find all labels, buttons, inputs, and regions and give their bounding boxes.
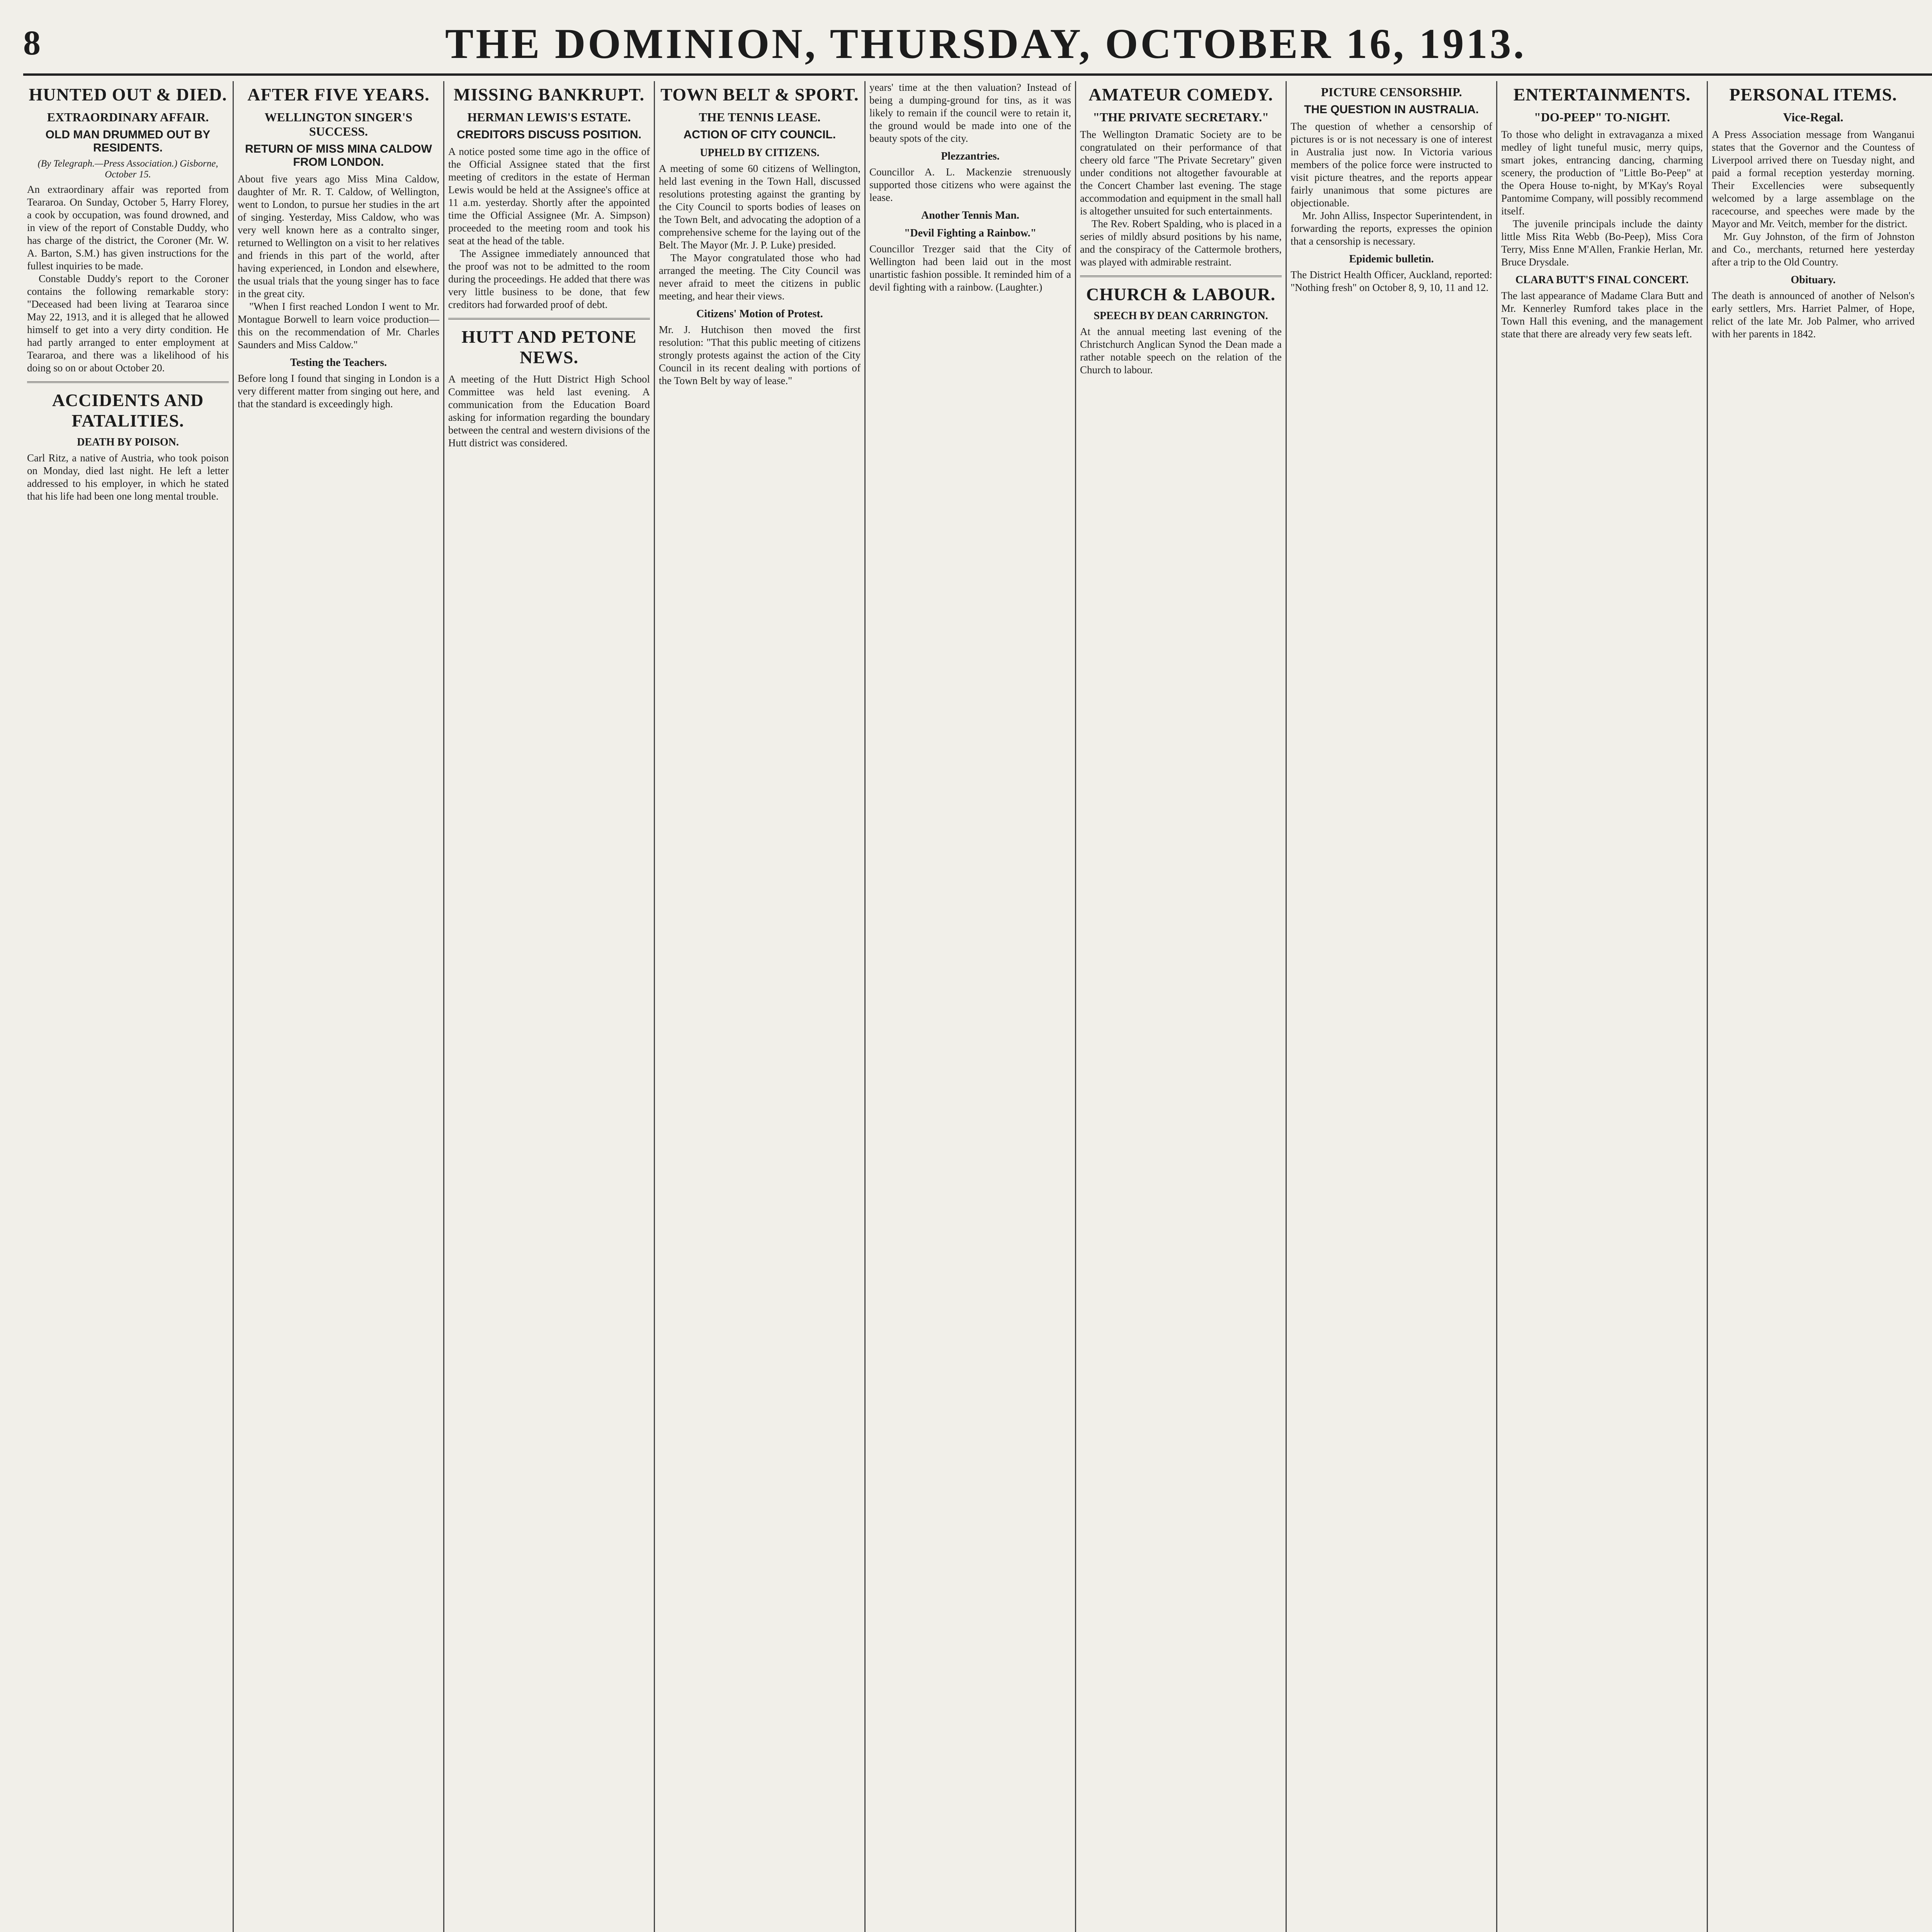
article-paragraph: Mr. Guy Johnston, of the firm of Johnston and Co., merchants, returned here yesterday after a trip to the Old Country. [1712, 231, 1915, 268]
article-paragraph: The Wellington Dramatic Society are to be congratulated on their performance of that cheery old farce "The Private Secretary" given under conditions not altogether favourable at the Concert Chamber last evening. The stage accommodation and equipment in the small hall is altogether unsuited for such entertainments. [1080, 129, 1282, 217]
subhead: ACTION OF CITY COUNCIL. [683, 128, 836, 141]
article-paragraph: At the annual meeting last evening of the Christchurch Anglican Synod the Dean made a rather notable speech on the relation of the Church to labour. [1080, 326, 1282, 376]
article-paragraph: A notice posted some time ago in the office of the Official Assignee stated that the first meeting of creditors in the estate of Herman Lewis would be held at the Assignee's office at 11 a.m. yesterday. Shortly after the appointed time the Official Assignee (Mr. A. Simpson) proceeded to the meeting room and took his seat at the head of the table. [448, 146, 650, 247]
deck: WELLINGTON SINGER'S SUCCESS. [264, 110, 413, 138]
article-paragraph: The Assignee immediately announced that the proof was not to be admitted to the room during the proceedings. He added that there was very little business to be done, that few creditors had forwarded proof of debt. [448, 248, 650, 310]
headline: HUNTED OUT & DIED. [29, 85, 227, 104]
article-paragraph: Mr. John Alliss, Inspector Superintendent, in forwarding the reports, expresses the opinion that a censorship is necessary. [1291, 210, 1492, 247]
section-headline: ACCIDENTS AND FATALITIES. [52, 390, 204, 430]
headline: AMATEUR COMEDY. [1088, 85, 1273, 104]
subhead: OLD MAN DRUMMED OUT BY RESIDENTS. [45, 128, 211, 154]
article-paragraph: The death is announced of another of Nelson's early settlers, Mrs. Harriet Palmer, of Hope, relict of the late Mr. Job Palmer, who arrived with her parents in 1842. [1712, 290, 1915, 340]
section-headline: CHURCH & LABOUR. [1086, 284, 1276, 304]
headline: PERSONAL ITEMS. [1729, 85, 1897, 104]
article-paragraph: Mr. J. Hutchison then moved the first resolution: "That this public meeting of citizens strongly protests against the action of the City Council in its recent dealing with portions of the Town Belt by way of lease." [659, 324, 861, 386]
column-2 [234, 81, 444, 1932]
article-paragraph: A meeting of the Hutt District High School Committee was held last evening. A communication from the Education Board asking for information regarding the boundary between the central and western divisions of the Hutt district was considered. [448, 373, 650, 449]
section-headline: Epidemic bulletin. [1349, 253, 1434, 265]
columns [23, 81, 1932, 1932]
article-paragraph: years' time at the then valuation? Instead of being a dumping-ground for tins, as it was likely to remain if the council were to retain it, the ground would be made into one of the beauty spots of the city. [869, 82, 1071, 144]
section-headline: CLARA BUTT'S FINAL CONCERT. [1515, 274, 1689, 286]
divider [27, 381, 229, 383]
column-3 [444, 81, 655, 1932]
deck: "DO-PEEP" TO-NIGHT. [1534, 110, 1670, 124]
deck: PICTURE CENSORSHIP. [1321, 85, 1462, 99]
article-paragraph: The Rev. Robert Spalding, who is placed in a series of mildly absurd positions by his name, and the conspiracy of the Cattermole brothers, was played with admirable restraint. [1080, 218, 1282, 268]
headline: TOWN BELT & SPORT. [660, 85, 859, 104]
masthead-title: THE DOMINION, THURSDAY, OCTOBER 16, 1913. [445, 20, 1526, 67]
article-paragraph: The District Health Officer, Auckland, reported: "Nothing fresh" on October 8, 9, 10, 11 and 12. [1291, 269, 1492, 293]
subhead: THE QUESTION IN AUSTRALIA. [1304, 103, 1479, 116]
divider [448, 318, 650, 320]
article-paragraph: Before long I found that singing in London is a very different matter from singing out here, and that the standard is exceedingly high. [238, 372, 439, 410]
article-paragraph: Carl Ritz, a native of Austria, who took poison on Monday, died last night. He left a letter addressed to his employer, in which he stated that his life had been one long mental trouble. [27, 452, 229, 502]
article-paragraph: A meeting of some 60 citizens of Wellington, held last evening in the Town Hall, discussed resolutions protesting against the granting by the City Council to sports bodies of leases on the Town Belt, and advocating the adoption of a comprehensive scheme for the laying out of the Belt. The Mayor (Mr. J. P. Luke) presided. [659, 163, 861, 251]
headline: MISSING BANKRUPT. [453, 85, 645, 104]
headline: ENTERTAINMENTS. [1513, 85, 1691, 104]
article-paragraph: The question of whether a censorship of pictures is or is not necessary is one of interest in Australia just now. In Victoria various members of the police force were instructed to visit picture theatres, and the reports appear fairly unanimous that some pictures are objectionable. [1291, 121, 1492, 209]
subhead: CREDITORS DISCUSS POSITION. [457, 128, 641, 141]
divider [1080, 276, 1282, 277]
deck: EXTRAORDINARY AFFAIR. [47, 110, 209, 124]
column-9 [1708, 81, 1918, 1932]
article-paragraph: The juvenile principals include the dainty little Miss Rita Webb (Bo-Peep), Miss Cora Terry, Miss Enne M'Allen, Frankie Herlan, Mr. Bruce Drysdale. [1501, 218, 1703, 268]
deck: THE TENNIS LEASE. [699, 110, 821, 124]
column-7 [1287, 81, 1497, 1932]
subhead: Another Tennis Man. [921, 209, 1019, 221]
section-subhead: SPEECH BY DEAN CARRINGTON. [1094, 310, 1268, 322]
masthead [23, 15, 1932, 76]
deck: "THE PRIVATE SECRETARY." [1093, 110, 1269, 124]
headline: AFTER FIVE YEARS. [247, 85, 430, 104]
page-number: 8 [23, 24, 41, 62]
article-paragraph: To those who delight in extravaganza a mixed medley of light tuneful music, merry quips, smart jokes, entrancing dancing, charming scenery, the production of "Little Bo-Peep" at the Opera House to-night, by M'Kay's Royal Pantomime Company, will possibly recommend itself. [1501, 129, 1703, 217]
section-headline: "Devil Fighting a Rainbow." [904, 227, 1037, 239]
subhead-2: UPHELD BY CITIZENS. [700, 147, 820, 159]
article-paragraph: About five years ago Miss Mina Caldow, daughter of Mr. R. T. Caldow, of Wellington, went to London, to pursue her studies in the art of singing. Yesterday, Miss Caldow, who was very well known here as a contralto singer, returned to Wellington on a visit to her relatives and friends in this part of the world, after having experienced, in London and elsewhere, the usual trials that the young singer has to face in the great city. [238, 173, 439, 299]
newspaper-page [23, 15, 1932, 1932]
subhead: RETURN OF MISS MINA CALDOW FROM LONDON. [245, 143, 432, 168]
article-paragraph: "When I first reached London I went to Mr. Montague Borwell to learn voice production—this on the recommendation of Mr. Charles Saunders and Miss Caldow." [238, 301, 439, 350]
article-paragraph: An extraordinary affair was reported from Teararoa. On Sunday, October 5, Harry Florey, a cook by occupation, was found drowned, and in view of the report of Constable Duddy, who has charge of the district, the Coroner (Mr. W. A. Barton, S.M.) has given instructions for the fullest inquiries to be made. [27, 184, 229, 272]
column-4 [655, 81, 866, 1932]
section-headline: HUTT AND PETONE NEWS. [461, 327, 637, 367]
deck: Vice-Regal. [1783, 110, 1844, 124]
column-6 [1076, 81, 1287, 1932]
section-headline: Obituary. [1791, 274, 1836, 286]
article-paragraph: Constable Duddy's report to the Coroner contains the following remarkable story: "Deceased had been living at Teararoa since May 22, 1913, and it is alleged that he allowed himself to get into a very dirty condition. He had partly arranged to enter employment at Teararoa, and there was a likelihood of his doing so on or about October 20. [27, 273, 229, 374]
deck: HERMAN LEWIS'S ESTATE. [467, 110, 631, 124]
section-subhead: DEATH BY POISON. [77, 436, 179, 448]
column-8 [1497, 81, 1708, 1932]
dateline: (By Telegraph.—Press Association.) Gisborne, October 15. [37, 158, 218, 180]
deck: Plezzantries. [941, 150, 1000, 162]
section-headline: Testing the Teachers. [290, 357, 387, 369]
article-paragraph: The Mayor congratulated those who had arranged the meeting. The City Council was never afraid to meet the citizens in public meeting, and hear their views. [659, 252, 861, 302]
article-paragraph: Councillor A. L. Mackenzie strenuously supported those citizens who were against the lease. [869, 166, 1071, 203]
article-paragraph: Councillor Trezger said that the City of Wellington had been laid out in the most unartistic fashion possible. It reminded him of a devil fighting with a rainbow. (Laughter.) [869, 243, 1071, 293]
section-headline: Citizens' Motion of Protest. [696, 308, 823, 320]
article-paragraph: A Press Association message from Wanganui states that the Governor and the Countess of Liverpool arrived there on Tuesday night, and paid a formal reception yesterday morning. Their Excellencies were subsequently welcomed by a large assemblage on the racecourse, and speeches were made by the Mayor and Mr. Veitch, member for the district. [1712, 129, 1915, 230]
column-5 [866, 81, 1076, 1932]
column-1 [23, 81, 234, 1932]
article-paragraph: The last appearance of Madame Clara Butt and Mr. Kennerley Rumford takes place in the Town Hall this evening, and the management state that there are already very few seats left. [1501, 290, 1703, 340]
